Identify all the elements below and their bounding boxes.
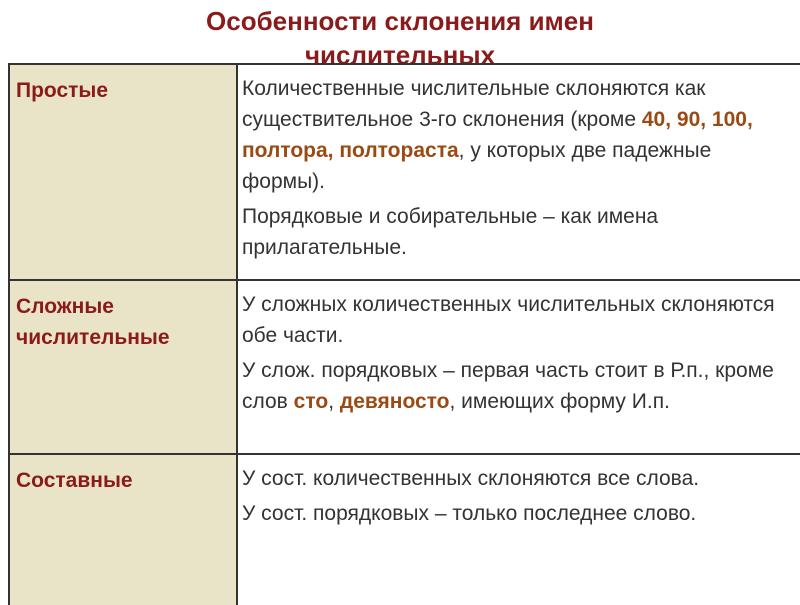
text-segment: , у которых две падежные формы). xyxy=(242,139,712,193)
text-segment: Количественные числительные склоняются как существительное 3-го склонения (кроме xyxy=(242,77,706,131)
paragraph-ordinal: Порядковые и собирательные – как имена прилагательные. xyxy=(242,205,659,259)
row-label-text: Простые xyxy=(16,79,109,102)
row-content-composite xyxy=(238,455,800,605)
paragraph-quantitative xyxy=(242,73,796,197)
row-label-composite xyxy=(10,455,238,605)
title-line-1: Особенности склонения имен xyxy=(206,6,594,36)
row-label-text: Составные xyxy=(16,469,133,492)
row-content-simple xyxy=(238,65,800,279)
row-label-text: числительные xyxy=(16,326,170,349)
text-segment: , xyxy=(328,390,340,413)
row-label-text: Сложные xyxy=(16,295,114,318)
text-segment: У слож. порядковых – первая часть стоит в Р.п., кроме слов xyxy=(242,359,774,413)
paragraph-quantitative: У сост. количественных склоняются все слова. xyxy=(242,467,700,490)
table-row-simple xyxy=(10,65,800,281)
row-content-compound xyxy=(238,281,800,453)
table-row-compound xyxy=(10,281,800,455)
row-label-compound xyxy=(10,281,238,453)
table-row-composite xyxy=(10,455,800,605)
page-title xyxy=(0,4,800,64)
highlighted-exceptions: 40, 90, 100, полтора, полтораста xyxy=(242,108,753,162)
title-line-2: числительных xyxy=(304,40,496,64)
declension-table xyxy=(8,63,800,605)
paragraph-quantitative: У сложных количественных числительных склоняются обе части. xyxy=(242,293,775,347)
paragraph-ordinal: У сост. порядковых – только последнее слово. xyxy=(242,502,697,525)
paragraph-ordinal xyxy=(242,355,796,417)
text-segment: , имеющих форму И.п. xyxy=(449,390,670,413)
row-label-simple xyxy=(10,65,238,279)
highlighted-word: девяносто xyxy=(339,390,450,413)
highlighted-word: сто xyxy=(293,390,329,413)
